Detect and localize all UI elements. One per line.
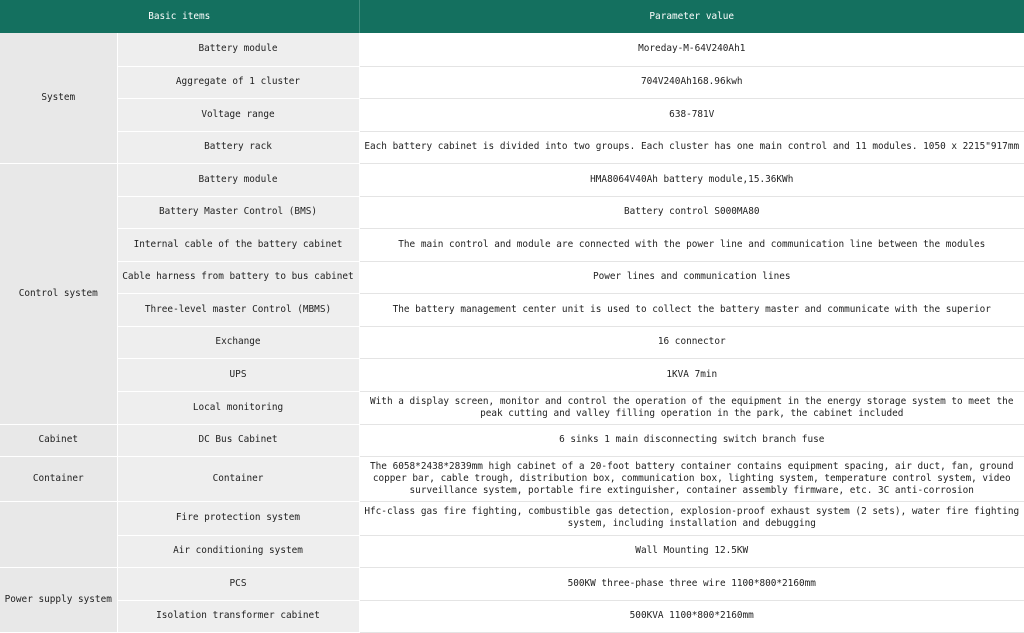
item-cell: Battery module	[117, 163, 359, 196]
value-cell: 1KVA 7min	[359, 358, 1024, 391]
category-cell-empty	[0, 501, 117, 567]
table-row	[0, 358, 1024, 391]
value-cell: Battery control S000MA80	[359, 196, 1024, 228]
header-basic-items: Basic items	[0, 0, 359, 33]
value-cell: Moreday-M-64V240Ah1	[359, 33, 1024, 66]
value-cell: 500KW three-phase three wire 1100*800*2160mm	[359, 567, 1024, 600]
value-cell: The battery management center unit is used to collect the battery master and communicate with the superior	[359, 293, 1024, 326]
category-cell: Container	[0, 456, 117, 501]
table-row	[0, 261, 1024, 293]
table-row	[0, 293, 1024, 326]
item-cell: DC Bus Cabinet	[117, 424, 359, 456]
item-cell: UPS	[117, 358, 359, 391]
table-row	[0, 98, 1024, 131]
category-cell: System	[0, 33, 117, 163]
item-cell: Exchange	[117, 326, 359, 358]
item-cell: PCS	[117, 567, 359, 600]
header-row	[0, 0, 1024, 33]
value-cell: 500KVA 1100*800*2160mm	[359, 600, 1024, 632]
value-cell: 638-781V	[359, 98, 1024, 131]
table-row	[0, 131, 1024, 163]
value-cell: 16 connector	[359, 326, 1024, 358]
value-cell: With a display screen, monitor and control the operation of the equipment in the energy storage system to meet the peak cutting and valley filling operation in the park, the cabinet included	[359, 391, 1024, 424]
item-cell: Aggregate of 1 cluster	[117, 66, 359, 98]
table-row	[0, 33, 1024, 66]
value-cell: The 6058*2438*2839mm high cabinet of a 20-foot battery container contains equipment spacing, air duct, fan, ground copper bar, cable trough, distribution box, communication box, lighting system, temperature control system, video surveillance system, portable fire extinguisher, container assembly firmware, etc. 3C anti-corrosion	[359, 456, 1024, 501]
table-row	[0, 424, 1024, 456]
item-cell: Local monitoring	[117, 391, 359, 424]
table-row	[0, 456, 1024, 501]
category-cell: Cabinet	[0, 424, 117, 456]
value-cell: 6 sinks 1 main disconnecting switch branch fuse	[359, 424, 1024, 456]
item-cell: Three-level master Control (MBMS)	[117, 293, 359, 326]
value-cell: Wall Mounting 12.5KW	[359, 535, 1024, 567]
item-cell: Battery module	[117, 33, 359, 66]
item-cell: Voltage range	[117, 98, 359, 131]
value-cell: Each battery cabinet is divided into two groups. Each cluster has one main control and 11 modules. 1050 x 2215"917mm	[359, 131, 1024, 163]
item-cell: Battery Master Control (BMS)	[117, 196, 359, 228]
table-row	[0, 567, 1024, 600]
table-row	[0, 163, 1024, 196]
item-cell: Internal cable of the battery cabinet	[117, 228, 359, 261]
value-cell: Hfc-class gas fire fighting, combustible gas detection, explosion-proof exhaust system (2 sets), water fire fighting system, including installation and debugging	[359, 501, 1024, 535]
category-cell: Power supply system	[0, 567, 117, 632]
category-cell: Control system	[0, 163, 117, 424]
table-row	[0, 228, 1024, 261]
header-parameter-value: Parameter value	[359, 0, 1024, 33]
item-cell: Isolation transformer cabinet	[117, 600, 359, 632]
table-row	[0, 66, 1024, 98]
value-cell: 704V240Ah168.96kwh	[359, 66, 1024, 98]
value-cell: HMA8064V40Ah battery module,15.36KWh	[359, 163, 1024, 196]
table-row	[0, 326, 1024, 358]
item-cell: Cable harness from battery to bus cabinet	[117, 261, 359, 293]
table-row	[0, 196, 1024, 228]
item-cell: Battery rack	[117, 131, 359, 163]
table-row	[0, 501, 1024, 535]
item-cell: Air conditioning system	[117, 535, 359, 567]
item-cell: Fire protection system	[117, 501, 359, 535]
table-row	[0, 391, 1024, 424]
value-cell: The main control and module are connected with the power line and communication line between the modules	[359, 228, 1024, 261]
table-row	[0, 600, 1024, 632]
value-cell: Power lines and communication lines	[359, 261, 1024, 293]
table-row	[0, 535, 1024, 567]
item-cell: Container	[117, 456, 359, 501]
